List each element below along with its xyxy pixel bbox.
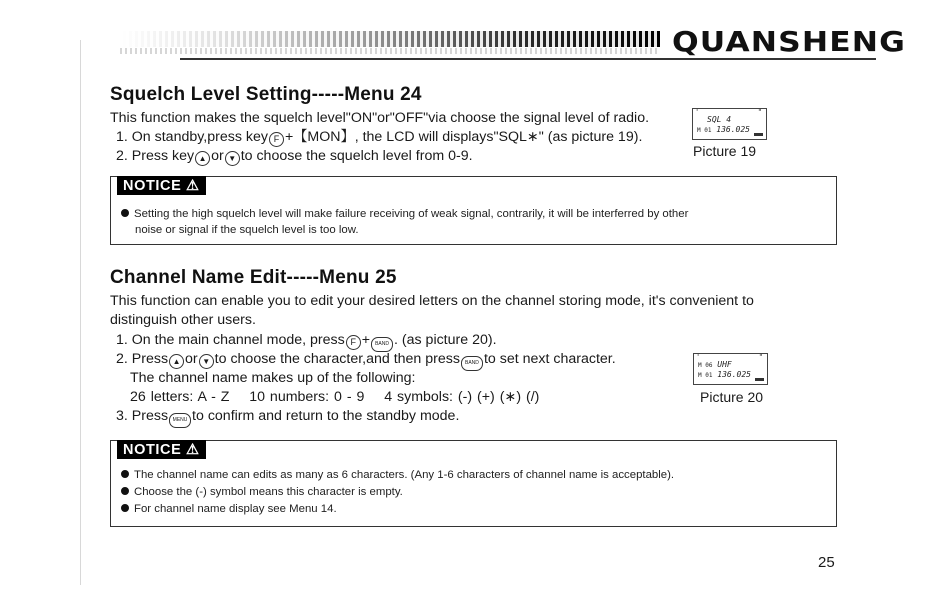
band-key-icon: BAND (371, 337, 393, 352)
lcd-picture-20: ' " M 06 UHF M 01 136.025 (693, 353, 768, 385)
picture-20-caption: Picture 20 (700, 389, 764, 405)
down-arrow-key-icon: ▼ (199, 354, 214, 369)
channel-intro-line-2: distinguish other users. (110, 312, 256, 328)
squelch-intro: This function makes the squelch level"ON"or"OFF"via choose the signal level of radio. (110, 110, 650, 126)
lcd-line-1: SQL 4 (707, 115, 732, 124)
down-arrow-key-icon: ▼ (225, 151, 240, 166)
lcd-line-2: M 01 136.025 (698, 370, 751, 379)
lcd-picture-19: ' " SQL 4 M 01 136.025 (692, 108, 767, 140)
channel-step-2-line-2: The channel name makes up of the following: (130, 370, 416, 386)
channel-step-2: 2. Press ▲ or ▼ to choose the character,and then press BAND to set next character. (116, 350, 616, 371)
bullet-icon (121, 487, 129, 495)
header-gradient-band (120, 31, 660, 47)
menu-key-icon: MENU (169, 413, 191, 428)
header-dotted-band (120, 48, 660, 54)
channel-intro-line-1: This function can enable you to edit your desired letters on the channel storing mode, it's convenient to (110, 293, 754, 309)
up-arrow-key-icon: ▲ (195, 151, 210, 166)
notice-1-line-2: noise or signal if the squelch level is too low. (135, 224, 359, 236)
page-number: 25 (818, 554, 835, 571)
notice-box-1 (110, 176, 837, 245)
header-rule (180, 58, 876, 60)
section-title-squelch: Squelch Level Setting-----Menu 24 (110, 84, 422, 105)
notice-label-1: NOTICE ⚠ (117, 176, 206, 195)
warning-icon: ⚠ (186, 442, 200, 458)
lcd-line-1: M 06 UHF (698, 360, 732, 369)
bullet-icon (121, 209, 129, 217)
notice-2-line-1: The channel name can edits as many as 6 characters. (Any 1-6 characters of channel name is acceptable). (121, 467, 674, 483)
notice-1-line-1: Setting the high squelch level will make failure receiving of weak signal, contrarily, it will be interferred by other (121, 206, 688, 222)
channel-step-1: 1. On the main channel mode, press F + BAND . (as picture 20). (116, 331, 497, 352)
section-title-channel-name: Channel Name Edit-----Menu 25 (110, 267, 397, 288)
page-left-rule (80, 40, 81, 585)
notice-2-line-3: For channel name display see Menu 14. (121, 501, 337, 517)
notice-2-line-2: Choose the (-) symbol means this character is empty. (121, 484, 403, 500)
squelch-step-1: 1. On standby,press key F +【MON】, the LCD will displays"SQL∗" (as picture 19). (116, 129, 643, 145)
bullet-icon (121, 470, 129, 478)
channel-step-2-line-3: 26 letters: A - Z 10 numbers: 0 - 9 4 symbols: (-) (+) (∗) (/) (130, 389, 540, 405)
up-arrow-key-icon: ▲ (169, 354, 184, 369)
channel-step-3: 3. Press MENU to confirm and return to the standby mode. (116, 407, 459, 428)
f-key-icon: F (346, 335, 361, 350)
notice-box-2 (110, 440, 837, 527)
lcd-line-2: M 01 136.025 (697, 125, 750, 134)
band-key-icon: BAND (461, 356, 483, 371)
squelch-step-2: 2. Press key ▲ or ▼ to choose the squelch level from 0-9. (116, 148, 473, 164)
notice-label-2: NOTICE ⚠ (117, 440, 206, 459)
f-key-icon: F (269, 132, 284, 147)
warning-icon: ⚠ (186, 178, 200, 194)
brand-logo: QUANSHENG (672, 25, 907, 58)
picture-19-caption: Picture 19 (693, 143, 757, 159)
bullet-icon (121, 504, 129, 512)
